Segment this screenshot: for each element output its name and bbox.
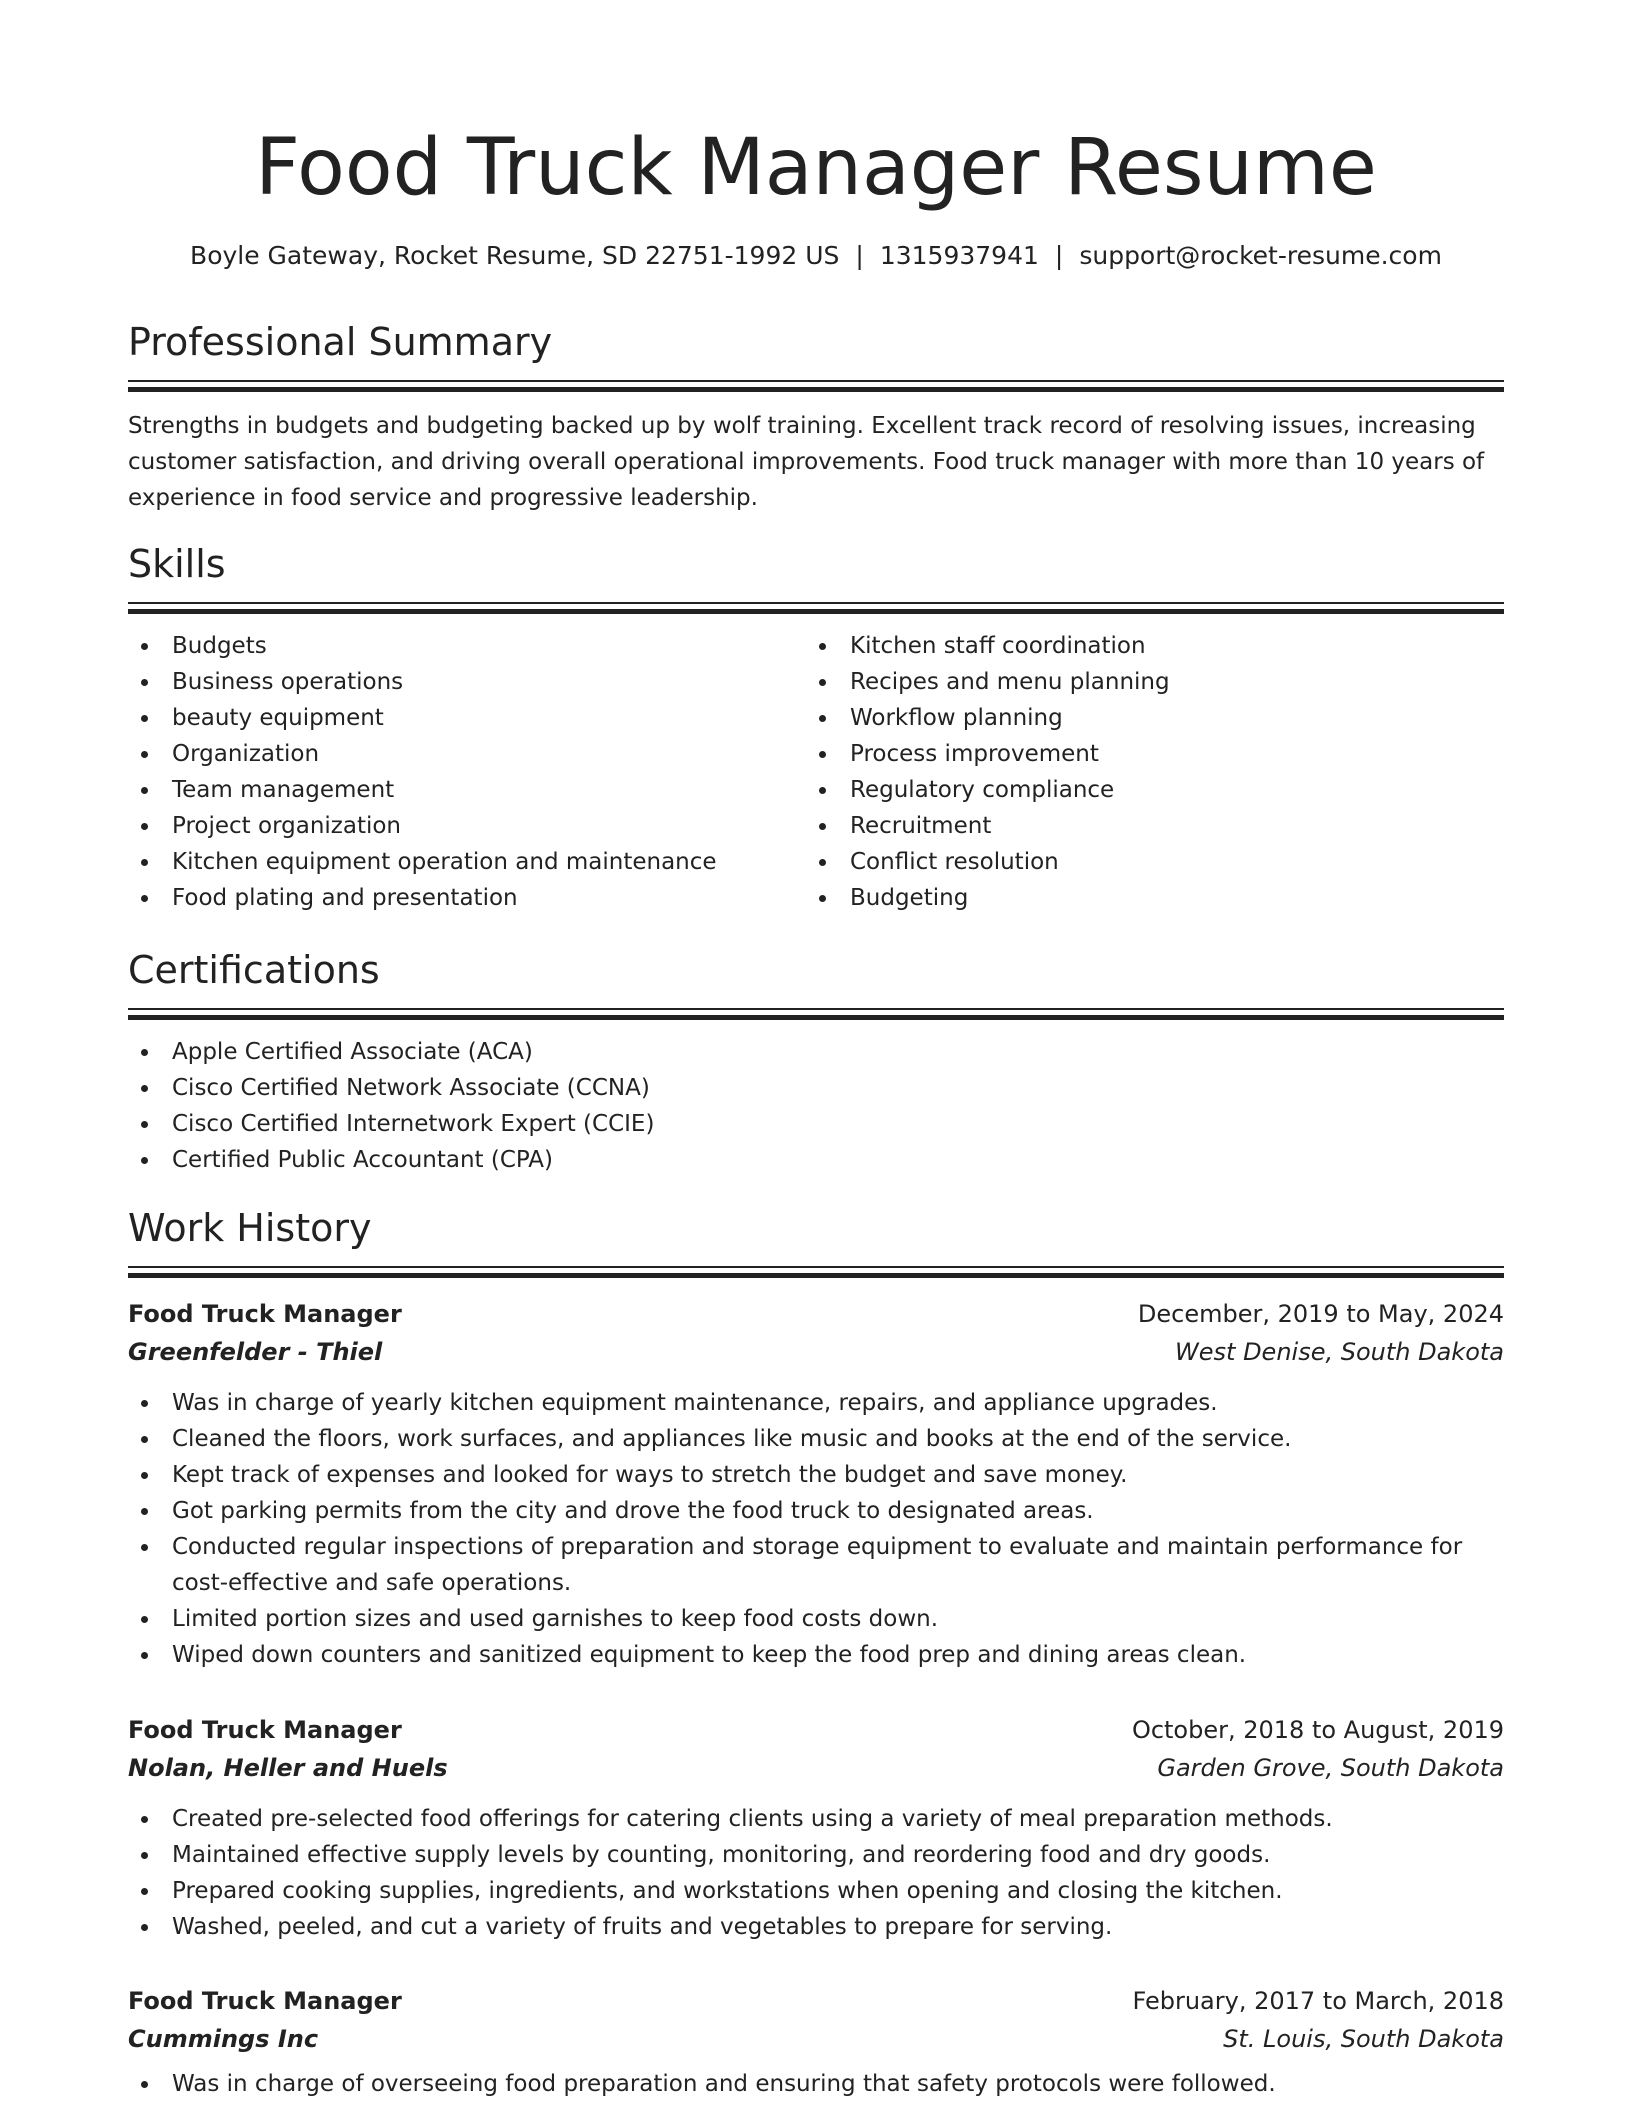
certification-item: Apple Certified Associate (ACA) [128, 1034, 1504, 1070]
skill-item: Kitchen equipment operation and maintenance [128, 844, 806, 880]
job-duty: Conducted regular inspections of preparation and storage equipment to evaluate and maintain performance for cost-effective and safe operations. [128, 1529, 1504, 1601]
skill-item: Budgeting [806, 880, 1484, 916]
skill-item: Organization [128, 736, 806, 772]
skills-list-left [128, 628, 806, 916]
job-duties-list [128, 1385, 1504, 1673]
skill-item: Regulatory compliance [806, 772, 1484, 808]
job-company: Greenfelder - Thiel [128, 1338, 383, 1366]
work-history-section [128, 1204, 1504, 1278]
job-duty: Kept track of expenses and looked for ways to stretch the budget and save money. [128, 1457, 1504, 1493]
skill-item: Business operations [128, 664, 806, 700]
job-duty: Wiped down counters and sanitized equipment to keep the food prep and dining areas clean. [128, 1637, 1504, 1673]
job-location: St. Louis, South Dakota [1223, 2025, 1504, 2053]
job-dates: October, 2018 to August, 2019 [1131, 1716, 1504, 1744]
certification-item: Cisco Certified Internetwork Expert (CCIE) [128, 1106, 1504, 1142]
job-entry [128, 1711, 1504, 1945]
job-dates: February, 2017 to March, 2018 [1132, 1987, 1504, 2015]
contact-address: Boyle Gateway, Rocket Resume, SD 22751-1992 US [190, 241, 840, 270]
job-duty: Washed, peeled, and cut a variety of fruits and vegetables to prepare for serving. [128, 1909, 1504, 1945]
certification-item: Certified Public Accountant (CPA) [128, 1142, 1504, 1178]
skills-list-right [806, 628, 1484, 916]
section-divider [128, 380, 1504, 382]
section-divider [128, 1015, 1504, 1020]
job-location: West Denise, South Dakota [1175, 1338, 1504, 1366]
job-duty: Maintained effective supply levels by counting, monitoring, and reordering food and dry goods. [128, 1837, 1504, 1873]
job-header-row [128, 1711, 1504, 1749]
job-company: Cummings Inc [128, 2025, 319, 2053]
job-title: Food Truck Manager [128, 1300, 402, 1328]
contact-phone: 1315937941 [879, 241, 1039, 270]
certifications-section [128, 946, 1504, 1178]
contact-separator: | [855, 241, 864, 270]
skill-item: Recruitment [806, 808, 1484, 844]
job-duty: Prepared cooking supplies, ingredients, and workstations when opening and closing the kitchen. [128, 1873, 1504, 1909]
job-company-row [128, 1749, 1504, 1787]
summary-section [128, 318, 1504, 516]
skills-columns [128, 628, 1504, 916]
job-dates: December, 2019 to May, 2024 [1137, 1300, 1504, 1328]
section-divider [128, 387, 1504, 392]
section-heading-summary: Professional Summary [128, 320, 553, 364]
job-duty: Created pre-selected food offerings for catering clients using a variety of meal preparation methods. [128, 1801, 1504, 1837]
job-company-row [128, 1333, 1504, 1371]
contact-separator: | [1054, 241, 1064, 270]
job-title: Food Truck Manager [128, 1716, 402, 1744]
skill-item: beauty equipment [128, 700, 806, 736]
job-title: Food Truck Manager [128, 1987, 402, 2015]
skill-item: Kitchen staff coordination [806, 628, 1484, 664]
job-duty: Limited portion sizes and used garnishes to keep food costs down. [128, 1601, 1504, 1637]
resume-title: Food Truck Manager Resume [255, 123, 1377, 213]
skill-item: Budgets [128, 628, 806, 664]
contact-email[interactable]: support@rocket-resume.com [1079, 241, 1442, 270]
job-header-row [128, 1982, 1504, 2020]
job-duty: Was in charge of yearly kitchen equipment maintenance, repairs, and appliance upgrades. [128, 1385, 1504, 1421]
job-duty: Cleaned the floors, work surfaces, and appliances like music and books at the end of the service. [128, 1421, 1504, 1457]
section-heading-work-history: Work History [128, 1206, 372, 1250]
skill-item: Conflict resolution [806, 844, 1484, 880]
certifications-list [128, 1034, 1504, 1178]
job-entry [128, 1982, 1504, 2102]
skill-item: Process improvement [806, 736, 1484, 772]
job-duties-list [128, 1801, 1504, 1945]
job-duty: Was in charge of overseeing food preparation and ensuring that safety protocols were followed. [128, 2066, 1504, 2102]
job-company-row [128, 2020, 1504, 2058]
certification-item: Cisco Certified Network Associate (CCNA) [128, 1070, 1504, 1106]
skill-item: Recipes and menu planning [806, 664, 1484, 700]
job-duties-list [128, 2066, 1504, 2102]
job-header-row [128, 1295, 1504, 1333]
skill-item: Project organization [128, 808, 806, 844]
section-divider [128, 1273, 1504, 1278]
section-divider [128, 1008, 1504, 1010]
job-company: Nolan, Heller and Huels [128, 1754, 448, 1782]
skill-item: Food plating and presentation [128, 880, 806, 916]
job-location: Garden Grove, South Dakota [1157, 1754, 1504, 1782]
section-heading-skills: Skills [128, 542, 226, 586]
job-entry [128, 1295, 1504, 1673]
section-divider [128, 1266, 1504, 1268]
section-heading-certifications: Certifications [128, 948, 380, 992]
section-divider [128, 602, 1504, 604]
skills-section [128, 540, 1504, 916]
contact-line [128, 238, 1504, 274]
skill-item: Workflow planning [806, 700, 1484, 736]
job-duty: Got parking permits from the city and drove the food truck to designated areas. [128, 1493, 1504, 1529]
summary-text: Strengths in budgets and budgeting backed up by wolf training. Excellent track record of resolving issues, increasing customer satisfaction, and driving overall operational improvements. Food truck manager with more than 10 years of experience in food service and progressive leadership. [128, 413, 1485, 511]
section-divider [128, 609, 1504, 614]
skill-item: Team management [128, 772, 806, 808]
